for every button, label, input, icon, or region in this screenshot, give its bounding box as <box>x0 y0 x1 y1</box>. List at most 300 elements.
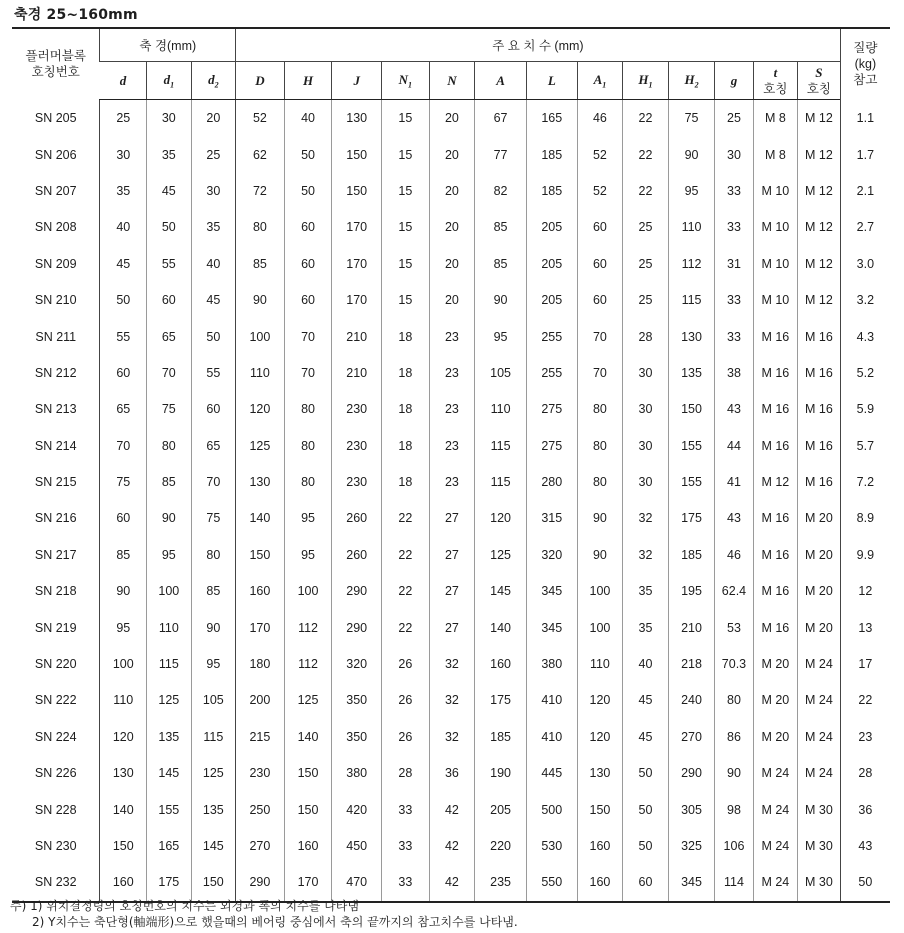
value-cell: M 16 <box>798 464 841 500</box>
value-cell: 155 <box>147 791 192 827</box>
value-cell: M 20 <box>753 682 798 718</box>
value-cell: 170 <box>332 246 382 282</box>
value-cell: 115 <box>475 428 527 464</box>
value-cell: 22 <box>623 100 669 137</box>
value-cell: 43 <box>715 500 753 536</box>
value-cell: 120 <box>236 391 285 427</box>
value-cell: 28 <box>623 318 669 354</box>
value-cell: 50 <box>840 864 890 901</box>
value-cell: 25 <box>623 209 669 245</box>
header-dim-col-1-symbol: D <box>255 72 265 88</box>
value-cell: 150 <box>577 791 623 827</box>
value-cell: 105 <box>475 355 527 391</box>
value-cell: 160 <box>577 828 623 864</box>
value-cell: M 10 <box>753 209 798 245</box>
header-dim-col-10-symbol: $H_2$ <box>684 71 699 90</box>
header-shaft-col-1-symbol: d <box>119 72 127 88</box>
value-cell: 50 <box>623 828 669 864</box>
value-cell: 40 <box>191 246 236 282</box>
designation-cell: SN 226 <box>34 766 77 781</box>
value-cell: 220 <box>475 828 527 864</box>
designation-cell: SN 205 <box>34 110 77 125</box>
value-cell: 120 <box>577 682 623 718</box>
value-cell: 260 <box>332 500 382 536</box>
value-cell: 80 <box>147 428 192 464</box>
value-cell: 125 <box>284 682 332 718</box>
table-body <box>12 100 890 902</box>
value-cell: 85 <box>236 246 285 282</box>
value-cell: 35 <box>623 609 669 645</box>
value-cell: 26 <box>382 682 430 718</box>
header-dim-col-9-subscript: 1 <box>648 80 653 90</box>
value-cell: 20 <box>429 100 475 137</box>
value-cell: M 30 <box>798 864 841 901</box>
value-cell: 67 <box>475 100 527 137</box>
value-cell: 150 <box>284 755 332 791</box>
value-cell: 60 <box>577 282 623 318</box>
table-row <box>12 646 890 682</box>
value-cell: 26 <box>382 646 430 682</box>
value-cell: 32 <box>429 719 475 755</box>
value-cell: 15 <box>382 136 430 172</box>
designation-cell: SN 217 <box>34 547 77 562</box>
value-cell: 22 <box>382 537 430 573</box>
value-cell: 290 <box>236 864 285 901</box>
page-title: 축경 25~160mm <box>14 7 138 23</box>
value-cell: 33 <box>715 209 753 245</box>
header-dim-col-6 <box>475 62 527 100</box>
value-cell: 110 <box>236 355 285 391</box>
value-cell: 150 <box>191 864 236 901</box>
value-cell: 20 <box>429 136 475 172</box>
value-cell: 218 <box>668 646 715 682</box>
value-cell: 43 <box>840 828 890 864</box>
value-cell: 80 <box>284 391 332 427</box>
value-cell: M 24 <box>798 682 841 718</box>
value-cell: 25 <box>191 136 236 172</box>
value-cell: 235 <box>475 864 527 901</box>
designation-cell: SN 213 <box>34 402 77 417</box>
value-cell: M 24 <box>798 755 841 791</box>
value-cell: 110 <box>668 209 715 245</box>
designation-cell: SN 207 <box>34 183 77 198</box>
value-cell: 60 <box>147 282 192 318</box>
header-designation-line: 호칭번호 <box>31 65 80 80</box>
value-cell: 65 <box>147 318 192 354</box>
value-cell: 95 <box>191 646 236 682</box>
table-row <box>12 828 890 864</box>
value-cell: 77 <box>475 136 527 172</box>
value-cell: 55 <box>147 246 192 282</box>
value-cell: 290 <box>668 755 715 791</box>
value-cell: 110 <box>147 609 192 645</box>
value-cell: 255 <box>526 355 577 391</box>
value-cell: 110 <box>100 682 147 718</box>
value-cell: 380 <box>332 755 382 791</box>
header-dim-col-5-symbol: N <box>447 72 457 88</box>
value-cell: 125 <box>475 537 527 573</box>
value-cell: 90 <box>475 282 527 318</box>
designation-cell: SN 212 <box>34 365 77 380</box>
value-cell: 130 <box>236 464 285 500</box>
value-cell: M 12 <box>798 173 841 209</box>
header-dim-col-11 <box>715 62 753 100</box>
value-cell: 45 <box>147 173 192 209</box>
value-cell: 130 <box>577 755 623 791</box>
value-cell: 60 <box>284 246 332 282</box>
value-cell: 30 <box>623 428 669 464</box>
value-cell: 5.9 <box>840 391 890 427</box>
header-shaft-col-3-symbol: $d_2$ <box>208 71 219 90</box>
value-cell: 315 <box>526 500 577 536</box>
value-cell: 72 <box>236 173 285 209</box>
value-cell: 36 <box>429 755 475 791</box>
value-cell: 185 <box>526 173 577 209</box>
header-row-1 <box>12 29 890 62</box>
value-cell: 22 <box>840 682 890 718</box>
value-cell: M 20 <box>798 573 841 609</box>
designation-cell: SN 214 <box>34 438 77 453</box>
value-cell: 50 <box>284 136 332 172</box>
value-cell: 60 <box>100 355 147 391</box>
value-cell: 33 <box>715 318 753 354</box>
value-cell: 27 <box>429 537 475 573</box>
value-cell: 35 <box>147 136 192 172</box>
value-cell: 100 <box>100 646 147 682</box>
value-cell: 125 <box>147 682 192 718</box>
value-cell: 80 <box>284 428 332 464</box>
table-row <box>12 136 890 172</box>
value-cell: 41 <box>715 464 753 500</box>
value-cell: M 10 <box>753 173 798 209</box>
value-cell: 75 <box>100 464 147 500</box>
value-cell: 500 <box>526 791 577 827</box>
value-cell: 2.1 <box>840 173 890 209</box>
value-cell: 470 <box>332 864 382 901</box>
value-cell: 275 <box>526 428 577 464</box>
value-cell: 155 <box>668 464 715 500</box>
value-cell: 115 <box>668 282 715 318</box>
value-cell: 95 <box>284 500 332 536</box>
table-row <box>12 100 890 137</box>
value-cell: 90 <box>577 500 623 536</box>
header-bolt-symbol: S <box>815 64 823 80</box>
value-cell: 53 <box>715 609 753 645</box>
value-cell: 115 <box>475 464 527 500</box>
header-dim-col-6-symbol: A <box>496 72 505 88</box>
value-cell: 210 <box>332 318 382 354</box>
value-cell: 13 <box>840 609 890 645</box>
value-cell: 380 <box>526 646 577 682</box>
value-cell: 60 <box>577 209 623 245</box>
value-cell: 175 <box>147 864 192 901</box>
footnotes <box>10 898 518 930</box>
value-cell: 33 <box>715 282 753 318</box>
value-cell: 155 <box>668 428 715 464</box>
value-cell: 82 <box>475 173 527 209</box>
designation-cell: SN 228 <box>34 802 77 817</box>
value-cell: 70 <box>577 318 623 354</box>
value-cell: 22 <box>623 173 669 209</box>
value-cell: 32 <box>623 500 669 536</box>
value-cell: 70 <box>100 428 147 464</box>
value-cell: 105 <box>191 682 236 718</box>
value-cell: 8.9 <box>840 500 890 536</box>
value-cell: 255 <box>526 318 577 354</box>
value-cell: 42 <box>429 791 475 827</box>
value-cell: 23 <box>429 464 475 500</box>
value-cell: 150 <box>284 791 332 827</box>
value-cell: 90 <box>577 537 623 573</box>
value-cell: M 24 <box>753 828 798 864</box>
value-cell: 420 <box>332 791 382 827</box>
value-cell: M 12 <box>798 136 841 172</box>
table-row <box>12 209 890 245</box>
header-dim-col-3 <box>332 62 382 100</box>
header-dim-col-4-subscript: 1 <box>408 80 413 90</box>
value-cell: 130 <box>332 100 382 137</box>
value-cell: M 12 <box>753 464 798 500</box>
value-cell: 18 <box>382 391 430 427</box>
value-cell: 140 <box>100 791 147 827</box>
value-cell: 325 <box>668 828 715 864</box>
value-cell: 150 <box>100 828 147 864</box>
designation-cell: SN 222 <box>34 693 77 708</box>
header-shaft-col-2-symbol: $d_1$ <box>163 71 175 90</box>
header-dim-col-10-subscript: 2 <box>694 80 699 90</box>
value-cell: 90 <box>668 136 715 172</box>
value-cell: 175 <box>475 682 527 718</box>
value-cell: 55 <box>100 318 147 354</box>
value-cell: 550 <box>526 864 577 901</box>
table-row <box>12 246 890 282</box>
header-bolt-symbol: t <box>773 64 778 80</box>
value-cell: 50 <box>623 791 669 827</box>
value-cell: 36 <box>840 791 890 827</box>
designation-cell: SN 219 <box>34 620 77 635</box>
value-cell: M 16 <box>798 391 841 427</box>
value-cell: 85 <box>475 209 527 245</box>
designation-cell: SN 230 <box>34 839 77 853</box>
value-cell: 86 <box>715 719 753 755</box>
value-cell: 62.4 <box>715 573 753 609</box>
value-cell: M 16 <box>753 500 798 536</box>
value-cell: 30 <box>147 100 192 137</box>
value-cell: 22 <box>382 609 430 645</box>
value-cell: 350 <box>332 719 382 755</box>
table-row <box>12 318 890 354</box>
value-cell: 23 <box>429 355 475 391</box>
value-cell: 98 <box>715 791 753 827</box>
value-cell: 27 <box>429 500 475 536</box>
value-cell: 125 <box>191 755 236 791</box>
value-cell: 145 <box>191 828 236 864</box>
table-row <box>12 500 890 536</box>
value-cell: 275 <box>526 391 577 427</box>
value-cell: 90 <box>100 573 147 609</box>
value-cell: M 12 <box>798 100 841 137</box>
value-cell: 85 <box>100 537 147 573</box>
value-cell: 33 <box>382 791 430 827</box>
value-cell: 120 <box>100 719 147 755</box>
value-cell: 185 <box>475 719 527 755</box>
value-cell: 100 <box>236 318 285 354</box>
value-cell: 150 <box>236 537 285 573</box>
value-cell: 12 <box>840 573 890 609</box>
value-cell: 75 <box>191 500 236 536</box>
designation-cell: SN 206 <box>34 147 77 162</box>
header-dim-col-7 <box>526 62 577 100</box>
value-cell: 30 <box>623 355 669 391</box>
value-cell: 22 <box>382 500 430 536</box>
value-cell: M 20 <box>753 646 798 682</box>
value-cell: 190 <box>475 755 527 791</box>
value-cell: 450 <box>332 828 382 864</box>
value-cell: 17 <box>840 646 890 682</box>
value-cell: 1.1 <box>840 100 890 137</box>
header-shaft-col-3-subscript: 2 <box>214 80 219 90</box>
value-cell: 70 <box>191 464 236 500</box>
value-cell: 42 <box>429 864 475 901</box>
value-cell: 85 <box>147 464 192 500</box>
value-cell: 230 <box>332 428 382 464</box>
value-cell: 44 <box>715 428 753 464</box>
value-cell: 65 <box>100 391 147 427</box>
table-row <box>12 464 890 500</box>
value-cell: 23 <box>429 428 475 464</box>
value-cell: 52 <box>236 100 285 137</box>
value-cell: 205 <box>526 209 577 245</box>
value-cell: 345 <box>526 573 577 609</box>
value-cell: 112 <box>668 246 715 282</box>
value-cell: 345 <box>526 609 577 645</box>
value-cell: 3.2 <box>840 282 890 318</box>
value-cell: 33 <box>382 828 430 864</box>
value-cell: 75 <box>147 391 192 427</box>
value-cell: 32 <box>429 646 475 682</box>
value-cell: 130 <box>668 318 715 354</box>
header-dim-col-11-symbol: g <box>730 72 738 88</box>
header-dim-col-8-symbol: $A_1$ <box>593 71 607 90</box>
value-cell: 31 <box>715 246 753 282</box>
designation-cell: SN 209 <box>34 256 77 271</box>
value-cell: 170 <box>332 209 382 245</box>
designation-cell: SN 232 <box>12 864 100 901</box>
value-cell: 345 <box>668 864 715 901</box>
value-cell: 112 <box>284 609 332 645</box>
value-cell: 70 <box>147 355 192 391</box>
value-cell: 140 <box>475 609 527 645</box>
value-cell: 280 <box>526 464 577 500</box>
value-cell: 23 <box>429 318 475 354</box>
header-dim-col-8-subscript: 1 <box>602 80 607 90</box>
value-cell: 65 <box>191 428 236 464</box>
value-cell: 55 <box>191 355 236 391</box>
value-cell: 4.3 <box>840 318 890 354</box>
header-mass-line: (kg) <box>854 57 877 72</box>
value-cell: 160 <box>236 573 285 609</box>
value-cell: 80 <box>577 428 623 464</box>
value-cell: 20 <box>429 173 475 209</box>
value-cell: M 16 <box>753 537 798 573</box>
value-cell: 165 <box>147 828 192 864</box>
table-row <box>12 864 890 901</box>
value-cell: 320 <box>526 537 577 573</box>
value-cell: 35 <box>100 173 147 209</box>
value-cell: 100 <box>147 573 192 609</box>
value-cell: 28 <box>382 755 430 791</box>
value-cell: 125 <box>236 428 285 464</box>
header-shaft-col-2 <box>147 62 192 100</box>
value-cell: 45 <box>623 719 669 755</box>
value-cell: 62 <box>236 136 285 172</box>
value-cell: 205 <box>526 282 577 318</box>
value-cell: 290 <box>332 609 382 645</box>
value-cell: 60 <box>577 246 623 282</box>
value-cell: 140 <box>284 719 332 755</box>
value-cell: 70 <box>284 318 332 354</box>
value-cell: 90 <box>236 282 285 318</box>
value-cell: 50 <box>100 282 147 318</box>
value-cell: 50 <box>284 173 332 209</box>
value-cell: 130 <box>100 755 147 791</box>
value-cell: 38 <box>715 355 753 391</box>
value-cell: 95 <box>475 318 527 354</box>
value-cell: 110 <box>577 646 623 682</box>
value-cell: 135 <box>147 719 192 755</box>
value-cell: 135 <box>191 791 236 827</box>
value-cell: 170 <box>284 864 332 901</box>
table-row <box>12 173 890 209</box>
value-cell: 170 <box>332 282 382 318</box>
value-cell: M 16 <box>753 391 798 427</box>
value-cell: 45 <box>191 282 236 318</box>
value-cell: 15 <box>382 246 430 282</box>
table-row <box>12 355 890 391</box>
header-designation <box>12 29 100 100</box>
table-row <box>12 573 890 609</box>
value-cell: M 10 <box>753 282 798 318</box>
value-cell: 23 <box>840 719 890 755</box>
value-cell: 5.7 <box>840 428 890 464</box>
value-cell: M 16 <box>798 428 841 464</box>
header-shaft-col-3 <box>191 62 236 100</box>
header-designation-line: 플러머블록 <box>25 49 86 64</box>
value-cell: 30 <box>715 136 753 172</box>
value-cell: 160 <box>475 646 527 682</box>
header-dim-col-2 <box>284 62 332 100</box>
designation-cell: SN 211 <box>35 329 77 344</box>
value-cell: 140 <box>236 500 285 536</box>
value-cell: 150 <box>332 173 382 209</box>
value-cell: 46 <box>577 100 623 137</box>
header-mass <box>840 29 890 100</box>
header-mass-line: 참고 <box>853 73 878 88</box>
table-row <box>12 791 890 827</box>
value-cell: M 20 <box>753 719 798 755</box>
designation-cell: SN 216 <box>34 511 77 526</box>
value-cell: 85 <box>191 573 236 609</box>
designation-cell: SN 218 <box>34 584 77 599</box>
value-cell: M 8 <box>753 100 798 137</box>
value-cell: 25 <box>100 100 147 137</box>
value-cell: 28 <box>840 755 890 791</box>
value-cell: 205 <box>475 791 527 827</box>
value-cell: M 16 <box>798 355 841 391</box>
value-cell: M 24 <box>798 719 841 755</box>
value-cell: 80 <box>715 682 753 718</box>
value-cell: 42 <box>429 828 475 864</box>
